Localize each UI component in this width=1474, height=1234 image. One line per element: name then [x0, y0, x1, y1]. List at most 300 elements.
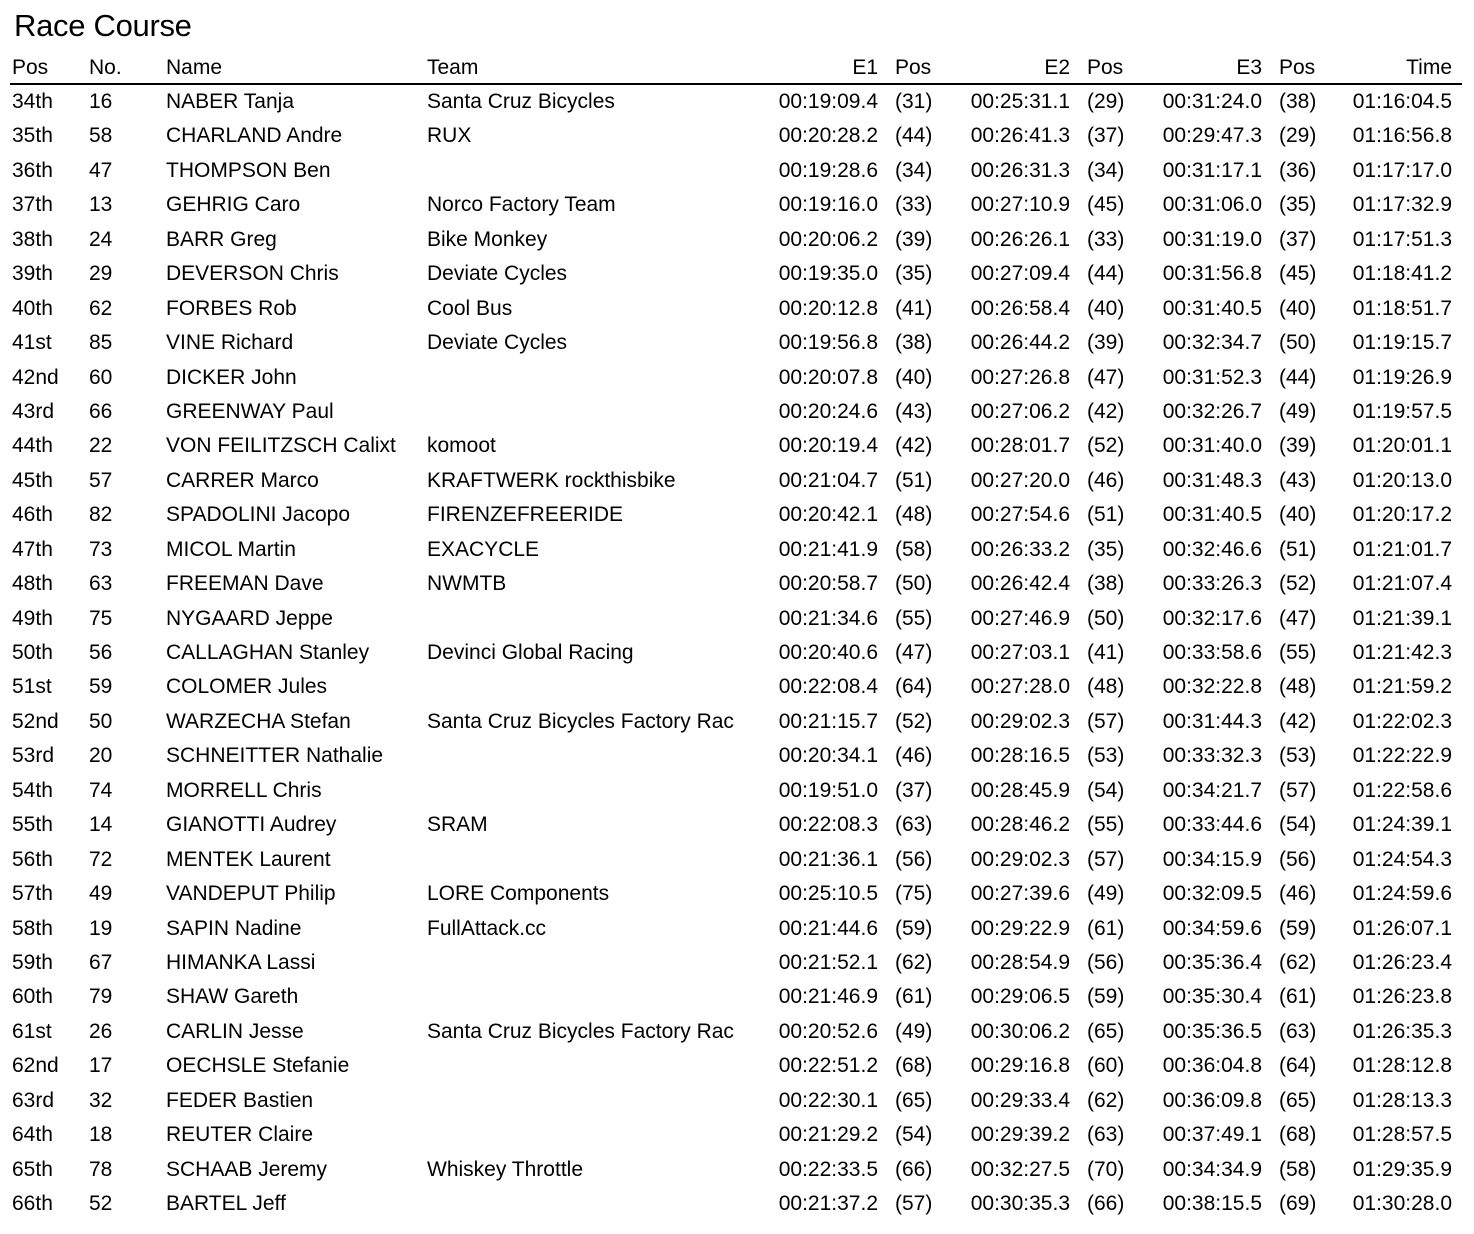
cell-number: 52 — [89, 1192, 113, 1215]
cell-number: 59 — [89, 675, 113, 699]
cell-total-time: 01:28:57.5 — [1352, 1123, 1452, 1147]
cell-e3-time: 00:34:15.9 — [1162, 847, 1262, 871]
cell-number: 73 — [89, 537, 113, 561]
cell-total-time: 01:24:39.1 — [1352, 813, 1452, 837]
cell-team: SRAM — [427, 813, 488, 837]
cell-pos: 48th — [12, 572, 53, 596]
cell-e2-time: 00:26:44.2 — [970, 331, 1070, 355]
cell-e2-pos: (70) — [1087, 1157, 1125, 1181]
cell-e3-pos: (46) — [1279, 882, 1317, 906]
cell-e1-pos: (54) — [895, 1123, 933, 1147]
cell-e1-time: 00:19:35.0 — [778, 262, 878, 286]
cell-name: MENTEK Laurent — [166, 847, 331, 871]
cell-number: 85 — [89, 331, 113, 355]
cell-e1-pos: (50) — [895, 572, 933, 596]
cell-e2-time: 00:29:06.5 — [970, 985, 1070, 1009]
cell-e1-time: 00:21:37.2 — [778, 1192, 878, 1215]
cell-name: DICKER John — [166, 365, 297, 389]
header-e1: E1 — [852, 56, 878, 79]
cell-name: SAPIN Nadine — [166, 916, 302, 940]
cell-pos: 56th — [12, 847, 53, 871]
table-row — [10, 877, 1462, 911]
cell-number: 78 — [89, 1157, 113, 1181]
cell-name: GEHRIG Caro — [166, 193, 301, 217]
cell-pos: 59th — [12, 950, 53, 974]
table-row — [10, 1049, 1462, 1083]
cell-e1-time: 00:21:15.7 — [778, 709, 878, 733]
cell-pos: 54th — [12, 778, 53, 802]
cell-e1-time: 00:20:07.8 — [778, 365, 878, 389]
cell-pos: 64th — [12, 1123, 53, 1147]
cell-number: 24 — [89, 227, 113, 251]
cell-e3-time: 00:38:15.5 — [1162, 1192, 1262, 1215]
cell-e2-time: 00:29:22.9 — [970, 916, 1070, 940]
cell-team: NWMTB — [427, 572, 507, 596]
cell-total-time: 01:20:13.0 — [1352, 468, 1452, 492]
cell-e3-time: 00:35:30.4 — [1162, 985, 1262, 1009]
cell-e2-pos: (62) — [1087, 1088, 1125, 1112]
cell-team: Cool Bus — [427, 296, 513, 320]
cell-e2-pos: (59) — [1087, 985, 1125, 1009]
cell-e2-time: 00:28:16.5 — [970, 744, 1070, 768]
cell-e2-time: 00:28:46.2 — [970, 813, 1070, 837]
cell-e2-time: 00:29:02.3 — [970, 847, 1070, 871]
header-e1-pos: Pos — [895, 56, 932, 79]
cell-name: MICOL Martin — [166, 537, 296, 561]
cell-e3-pos: (29) — [1279, 124, 1317, 148]
table-row — [10, 946, 1462, 980]
cell-e1-time: 00:19:28.6 — [778, 158, 878, 182]
cell-team: LORE Components — [427, 882, 610, 906]
cell-e2-time: 00:32:27.5 — [970, 1157, 1070, 1181]
cell-pos: 65th — [12, 1157, 53, 1181]
cell-e1-time: 00:20:06.2 — [778, 227, 878, 251]
cell-team: Deviate Cycles — [427, 331, 568, 355]
cell-name: CHARLAND Andre — [166, 124, 343, 148]
cell-number: 66 — [89, 399, 113, 423]
table-row — [10, 1118, 1462, 1152]
cell-total-time: 01:26:23.4 — [1352, 950, 1452, 974]
cell-name: OECHSLE Stefanie — [166, 1054, 350, 1078]
cell-e2-time: 00:30:35.3 — [970, 1192, 1070, 1215]
cell-number: 50 — [89, 709, 113, 733]
cell-e3-pos: (40) — [1279, 296, 1317, 320]
cell-team: Santa Cruz Bicycles Factory Rac — [427, 1019, 734, 1043]
cell-e2-pos: (35) — [1087, 537, 1125, 561]
cell-e1-time: 00:21:41.9 — [778, 537, 878, 561]
cell-name: MORRELL Chris — [166, 778, 322, 802]
cell-e3-pos: (52) — [1279, 572, 1317, 596]
cell-team: EXACYCLE — [427, 537, 540, 561]
cell-e2-time: 00:26:41.3 — [970, 124, 1070, 148]
cell-e1-pos: (64) — [895, 675, 933, 699]
cell-team: FullAttack.cc — [427, 916, 547, 940]
cell-e1-pos: (65) — [895, 1088, 933, 1112]
cell-e2-pos: (42) — [1087, 399, 1125, 423]
table-row — [10, 808, 1462, 842]
cell-team: Deviate Cycles — [427, 262, 568, 286]
cell-e2-pos: (66) — [1087, 1192, 1125, 1215]
cell-e2-time: 00:28:54.9 — [970, 950, 1070, 974]
cell-e1-pos: (38) — [895, 331, 933, 355]
cell-e1-pos: (68) — [895, 1054, 933, 1078]
cell-number: 13 — [89, 193, 113, 217]
cell-number: 60 — [89, 365, 113, 389]
cell-e2-pos: (44) — [1087, 262, 1125, 286]
cell-e1-time: 00:21:44.6 — [778, 916, 878, 940]
cell-total-time: 01:26:23.8 — [1352, 985, 1452, 1009]
cell-e3-time: 00:31:17.1 — [1162, 158, 1262, 182]
cell-e3-pos: (45) — [1279, 262, 1317, 286]
table-row — [10, 119, 1462, 153]
cell-e1-time: 00:19:09.4 — [778, 90, 878, 113]
cell-e3-time: 00:33:58.6 — [1162, 641, 1262, 664]
cell-total-time: 01:28:12.8 — [1352, 1054, 1452, 1078]
cell-total-time: 01:26:35.3 — [1352, 1019, 1452, 1043]
cell-pos: 57th — [12, 882, 53, 906]
cell-e2-pos: (50) — [1087, 606, 1125, 630]
cell-e1-pos: (62) — [895, 950, 933, 974]
cell-pos: 36th — [12, 158, 53, 182]
table-row — [10, 1084, 1462, 1118]
table-row — [10, 188, 1462, 222]
cell-e3-pos: (58) — [1279, 1157, 1317, 1181]
cell-number: 72 — [89, 847, 113, 871]
cell-name: WARZECHA Stefan — [166, 709, 351, 733]
table-row — [10, 257, 1462, 291]
cell-e1-pos: (48) — [895, 503, 933, 527]
cell-e1-pos: (59) — [895, 916, 933, 940]
cell-name: SPADOLINI Jacopo — [166, 503, 351, 527]
cell-total-time: 01:17:32.9 — [1352, 193, 1452, 217]
cell-e2-time: 00:26:33.2 — [970, 537, 1070, 561]
cell-e2-pos: (52) — [1087, 434, 1125, 458]
cell-pos: 38th — [12, 227, 53, 251]
cell-e2-pos: (38) — [1087, 572, 1125, 596]
cell-e1-pos: (56) — [895, 847, 933, 871]
cell-e1-pos: (49) — [895, 1019, 933, 1043]
cell-e3-pos: (36) — [1279, 158, 1317, 182]
cell-pos: 42nd — [12, 365, 59, 389]
table-row — [10, 498, 1462, 532]
cell-pos: 61st — [12, 1019, 52, 1043]
cell-e1-pos: (75) — [895, 882, 933, 906]
cell-e2-time: 00:29:33.4 — [970, 1088, 1070, 1112]
cell-name: SCHNEITTER Nathalie — [166, 744, 384, 768]
cell-number: 19 — [89, 916, 113, 940]
cell-e3-pos: (69) — [1279, 1192, 1317, 1215]
cell-e1-time: 00:20:52.6 — [778, 1019, 878, 1043]
cell-total-time: 01:30:28.0 — [1352, 1192, 1452, 1215]
cell-e3-pos: (44) — [1279, 365, 1317, 389]
cell-e2-time: 00:27:03.1 — [970, 641, 1070, 664]
cell-pos: 35th — [12, 124, 53, 148]
cell-e3-pos: (56) — [1279, 847, 1317, 871]
cell-e2-time: 00:26:26.1 — [970, 227, 1070, 251]
cell-e3-pos: (43) — [1279, 468, 1317, 492]
cell-e3-time: 00:31:44.3 — [1162, 709, 1262, 733]
cell-e3-time: 00:31:40.5 — [1162, 503, 1262, 527]
cell-pos: 45th — [12, 468, 53, 492]
cell-e2-pos: (34) — [1087, 158, 1125, 182]
cell-name: DEVERSON Chris — [166, 262, 339, 286]
cell-e1-time: 00:22:08.3 — [778, 813, 878, 837]
cell-pos: 66th — [12, 1192, 53, 1215]
cell-e1-pos: (39) — [895, 227, 933, 251]
cell-pos: 49th — [12, 606, 53, 630]
cell-team: Bike Monkey — [427, 227, 548, 251]
cell-e1-pos: (33) — [895, 193, 933, 217]
cell-pos: 53rd — [12, 744, 55, 768]
cell-e3-time: 00:33:26.3 — [1162, 572, 1262, 596]
cell-e3-time: 00:36:09.8 — [1162, 1088, 1262, 1112]
cell-e2-pos: (54) — [1087, 778, 1125, 802]
cell-e2-time: 00:30:06.2 — [970, 1019, 1070, 1043]
cell-name: REUTER Claire — [166, 1123, 314, 1147]
cell-e3-pos: (64) — [1279, 1054, 1317, 1078]
cell-e2-pos: (56) — [1087, 950, 1125, 974]
cell-e1-pos: (47) — [895, 641, 933, 664]
cell-name: CALLAGHAN Stanley — [166, 641, 370, 664]
cell-e3-time: 00:33:44.6 — [1162, 813, 1262, 837]
cell-e3-pos: (39) — [1279, 434, 1317, 458]
cell-e2-time: 00:27:46.9 — [970, 606, 1070, 630]
cell-e1-pos: (61) — [895, 985, 933, 1009]
cell-pos: 37th — [12, 193, 53, 217]
cell-e1-pos: (44) — [895, 124, 933, 148]
cell-e2-pos: (48) — [1087, 675, 1125, 699]
cell-e2-time: 00:27:20.0 — [970, 468, 1070, 492]
cell-number: 75 — [89, 606, 113, 630]
cell-e2-pos: (65) — [1087, 1019, 1125, 1043]
cell-e2-pos: (57) — [1087, 847, 1125, 871]
cell-e2-pos: (57) — [1087, 709, 1125, 733]
cell-e3-pos: (59) — [1279, 916, 1317, 940]
cell-team: komoot — [427, 434, 496, 458]
cell-name: FEDER Bastien — [166, 1088, 314, 1112]
cell-e3-pos: (57) — [1279, 778, 1317, 802]
cell-e3-pos: (53) — [1279, 744, 1317, 768]
cell-total-time: 01:22:58.6 — [1352, 778, 1452, 802]
table-row — [10, 739, 1462, 773]
cell-number: 49 — [89, 882, 113, 906]
cell-e2-pos: (33) — [1087, 227, 1125, 251]
cell-e2-time: 00:26:58.4 — [970, 296, 1070, 320]
cell-e3-time: 00:33:32.3 — [1162, 744, 1262, 768]
cell-e2-pos: (47) — [1087, 365, 1125, 389]
cell-number: 63 — [89, 572, 113, 596]
cell-name: GIANOTTI Audrey — [166, 813, 337, 837]
cell-e1-time: 00:21:36.1 — [778, 847, 878, 871]
cell-name: SHAW Gareth — [166, 985, 299, 1009]
cell-e1-time: 00:20:12.8 — [778, 296, 878, 320]
cell-e2-pos: (61) — [1087, 916, 1125, 940]
cell-e1-time: 00:20:40.6 — [778, 641, 878, 664]
cell-e2-time: 00:27:10.9 — [970, 193, 1070, 217]
cell-e2-pos: (49) — [1087, 882, 1125, 906]
cell-e1-time: 00:25:10.5 — [778, 882, 878, 906]
cell-total-time: 01:28:13.3 — [1352, 1088, 1452, 1112]
table-row — [10, 567, 1462, 601]
cell-e1-pos: (57) — [895, 1192, 933, 1215]
table-row — [10, 843, 1462, 877]
cell-e1-time: 00:22:08.4 — [778, 675, 878, 699]
cell-name: NABER Tanja — [166, 90, 295, 113]
cell-total-time: 01:21:59.2 — [1352, 675, 1452, 699]
cell-e1-time: 00:19:16.0 — [778, 193, 878, 217]
cell-e1-time: 00:20:58.7 — [778, 572, 878, 596]
cell-number: 22 — [89, 434, 113, 458]
cell-name: FREEMAN Dave — [166, 572, 324, 596]
cell-name: FORBES Rob — [166, 296, 297, 320]
cell-e1-time: 00:20:24.6 — [778, 399, 878, 423]
cell-e3-pos: (68) — [1279, 1123, 1317, 1147]
cell-e3-pos: (37) — [1279, 227, 1317, 251]
cell-e1-time: 00:21:04.7 — [778, 468, 878, 492]
cell-e1-time: 00:19:56.8 — [778, 331, 878, 355]
cell-team: FIRENZEFREERIDE — [427, 503, 624, 527]
cell-e2-pos: (51) — [1087, 503, 1125, 527]
cell-e2-pos: (60) — [1087, 1054, 1125, 1078]
cell-e1-pos: (43) — [895, 399, 933, 423]
table-row — [10, 636, 1462, 670]
cell-pos: 55th — [12, 813, 53, 837]
cell-e1-pos: (42) — [895, 434, 933, 458]
cell-name: SCHAAB Jeremy — [166, 1157, 328, 1181]
table-body — [10, 85, 1462, 1221]
cell-name: VON FEILITZSCH Calixt — [166, 434, 396, 458]
cell-e2-time: 00:27:28.0 — [970, 675, 1070, 699]
cell-number: 20 — [89, 744, 113, 768]
cell-number: 14 — [89, 813, 113, 837]
table-row — [10, 1187, 1462, 1221]
cell-total-time: 01:24:59.6 — [1352, 882, 1452, 906]
cell-number: 82 — [89, 503, 113, 527]
table-row — [10, 292, 1462, 326]
cell-e2-pos: (39) — [1087, 331, 1125, 355]
cell-e3-time: 00:31:40.0 — [1162, 434, 1262, 458]
cell-total-time: 01:21:42.3 — [1352, 641, 1452, 664]
cell-name: VINE Richard — [166, 331, 294, 355]
cell-e3-pos: (50) — [1279, 331, 1317, 355]
cell-name: GREENWAY Paul — [166, 399, 334, 423]
header-number: No. — [89, 56, 122, 79]
cell-e1-pos: (52) — [895, 709, 933, 733]
header-e3-pos: Pos — [1279, 56, 1316, 79]
cell-pos: 52nd — [12, 709, 59, 733]
cell-total-time: 01:18:41.2 — [1352, 262, 1452, 286]
cell-e2-time: 00:27:39.6 — [970, 882, 1070, 906]
cell-e3-time: 00:31:40.5 — [1162, 296, 1262, 320]
cell-e2-pos: (53) — [1087, 744, 1125, 768]
cell-e1-pos: (63) — [895, 813, 933, 837]
table-row — [10, 464, 1462, 498]
cell-e1-pos: (41) — [895, 296, 933, 320]
results-table — [10, 52, 1462, 1221]
cell-team: Norco Factory Team — [427, 193, 616, 217]
cell-e1-pos: (34) — [895, 158, 933, 182]
cell-e2-time: 00:29:39.2 — [970, 1123, 1070, 1147]
cell-name: CARLIN Jesse — [166, 1019, 304, 1043]
cell-e3-time: 00:31:24.0 — [1162, 90, 1262, 113]
table-row — [10, 1153, 1462, 1187]
cell-team: KRAFTWERK rockthisbike — [427, 468, 676, 492]
cell-number: 32 — [89, 1088, 113, 1112]
cell-e1-time: 00:21:29.2 — [778, 1123, 878, 1147]
table-row — [10, 533, 1462, 567]
header-team: Team — [427, 56, 479, 79]
cell-e3-time: 00:31:52.3 — [1162, 365, 1262, 389]
table-row — [10, 223, 1462, 257]
cell-e2-time: 00:27:26.8 — [970, 365, 1070, 389]
cell-number: 79 — [89, 985, 113, 1009]
cell-e1-pos: (51) — [895, 468, 933, 492]
cell-e3-time: 00:31:06.0 — [1162, 193, 1262, 217]
table-row — [10, 395, 1462, 429]
cell-e3-pos: (61) — [1279, 985, 1317, 1009]
cell-e3-pos: (51) — [1279, 537, 1317, 561]
cell-e1-time: 00:20:19.4 — [778, 434, 878, 458]
cell-total-time: 01:29:35.9 — [1352, 1157, 1452, 1181]
cell-e3-pos: (62) — [1279, 950, 1317, 974]
cell-e3-time: 00:35:36.5 — [1162, 1019, 1262, 1043]
cell-pos: 51st — [12, 675, 52, 699]
cell-e1-pos: (37) — [895, 778, 933, 802]
cell-e2-time: 00:29:16.8 — [970, 1054, 1070, 1078]
cell-e3-pos: (63) — [1279, 1019, 1317, 1043]
cell-e3-pos: (38) — [1279, 90, 1317, 113]
cell-pos: 46th — [12, 503, 53, 527]
cell-team: Whiskey Throttle — [427, 1157, 583, 1181]
cell-number: 47 — [89, 158, 113, 182]
cell-e1-pos: (31) — [895, 90, 933, 113]
cell-total-time: 01:26:07.1 — [1352, 916, 1452, 940]
cell-e3-time: 00:32:17.6 — [1162, 606, 1262, 630]
cell-e3-time: 00:34:59.6 — [1162, 916, 1262, 940]
cell-pos: 50th — [12, 641, 53, 664]
cell-e1-time: 00:19:51.0 — [778, 778, 878, 802]
table-row — [10, 670, 1462, 704]
cell-e3-pos: (49) — [1279, 399, 1317, 423]
cell-e3-time: 00:31:56.8 — [1162, 262, 1262, 286]
cell-number: 57 — [89, 468, 113, 492]
cell-e1-pos: (40) — [895, 365, 933, 389]
cell-total-time: 01:16:04.5 — [1352, 90, 1452, 113]
cell-e3-time: 00:34:21.7 — [1162, 778, 1262, 802]
header-name: Name — [166, 56, 223, 79]
cell-e2-time: 00:25:31.1 — [970, 90, 1070, 113]
cell-e1-time: 00:22:51.2 — [778, 1054, 878, 1078]
cell-e3-time: 00:32:22.8 — [1162, 675, 1262, 699]
cell-e3-pos: (54) — [1279, 813, 1317, 837]
cell-e1-time: 00:22:30.1 — [778, 1088, 878, 1112]
cell-total-time: 01:22:02.3 — [1352, 709, 1452, 733]
page-title: Race Course — [14, 8, 192, 43]
cell-e2-time: 00:27:54.6 — [970, 503, 1070, 527]
cell-e2-time: 00:26:42.4 — [970, 572, 1070, 596]
cell-total-time: 01:21:07.4 — [1352, 572, 1452, 596]
cell-e2-time: 00:28:01.7 — [970, 434, 1070, 458]
cell-number: 17 — [89, 1054, 113, 1078]
cell-name: HIMANKA Lassi — [166, 950, 316, 974]
cell-e3-time: 00:31:48.3 — [1162, 468, 1262, 492]
cell-e3-time: 00:32:34.7 — [1162, 331, 1262, 355]
cell-team: Santa Cruz Bicycles — [427, 90, 615, 113]
table-row — [10, 1015, 1462, 1049]
cell-pos: 39th — [12, 262, 53, 286]
table-row — [10, 326, 1462, 360]
cell-e1-pos: (46) — [895, 744, 933, 768]
